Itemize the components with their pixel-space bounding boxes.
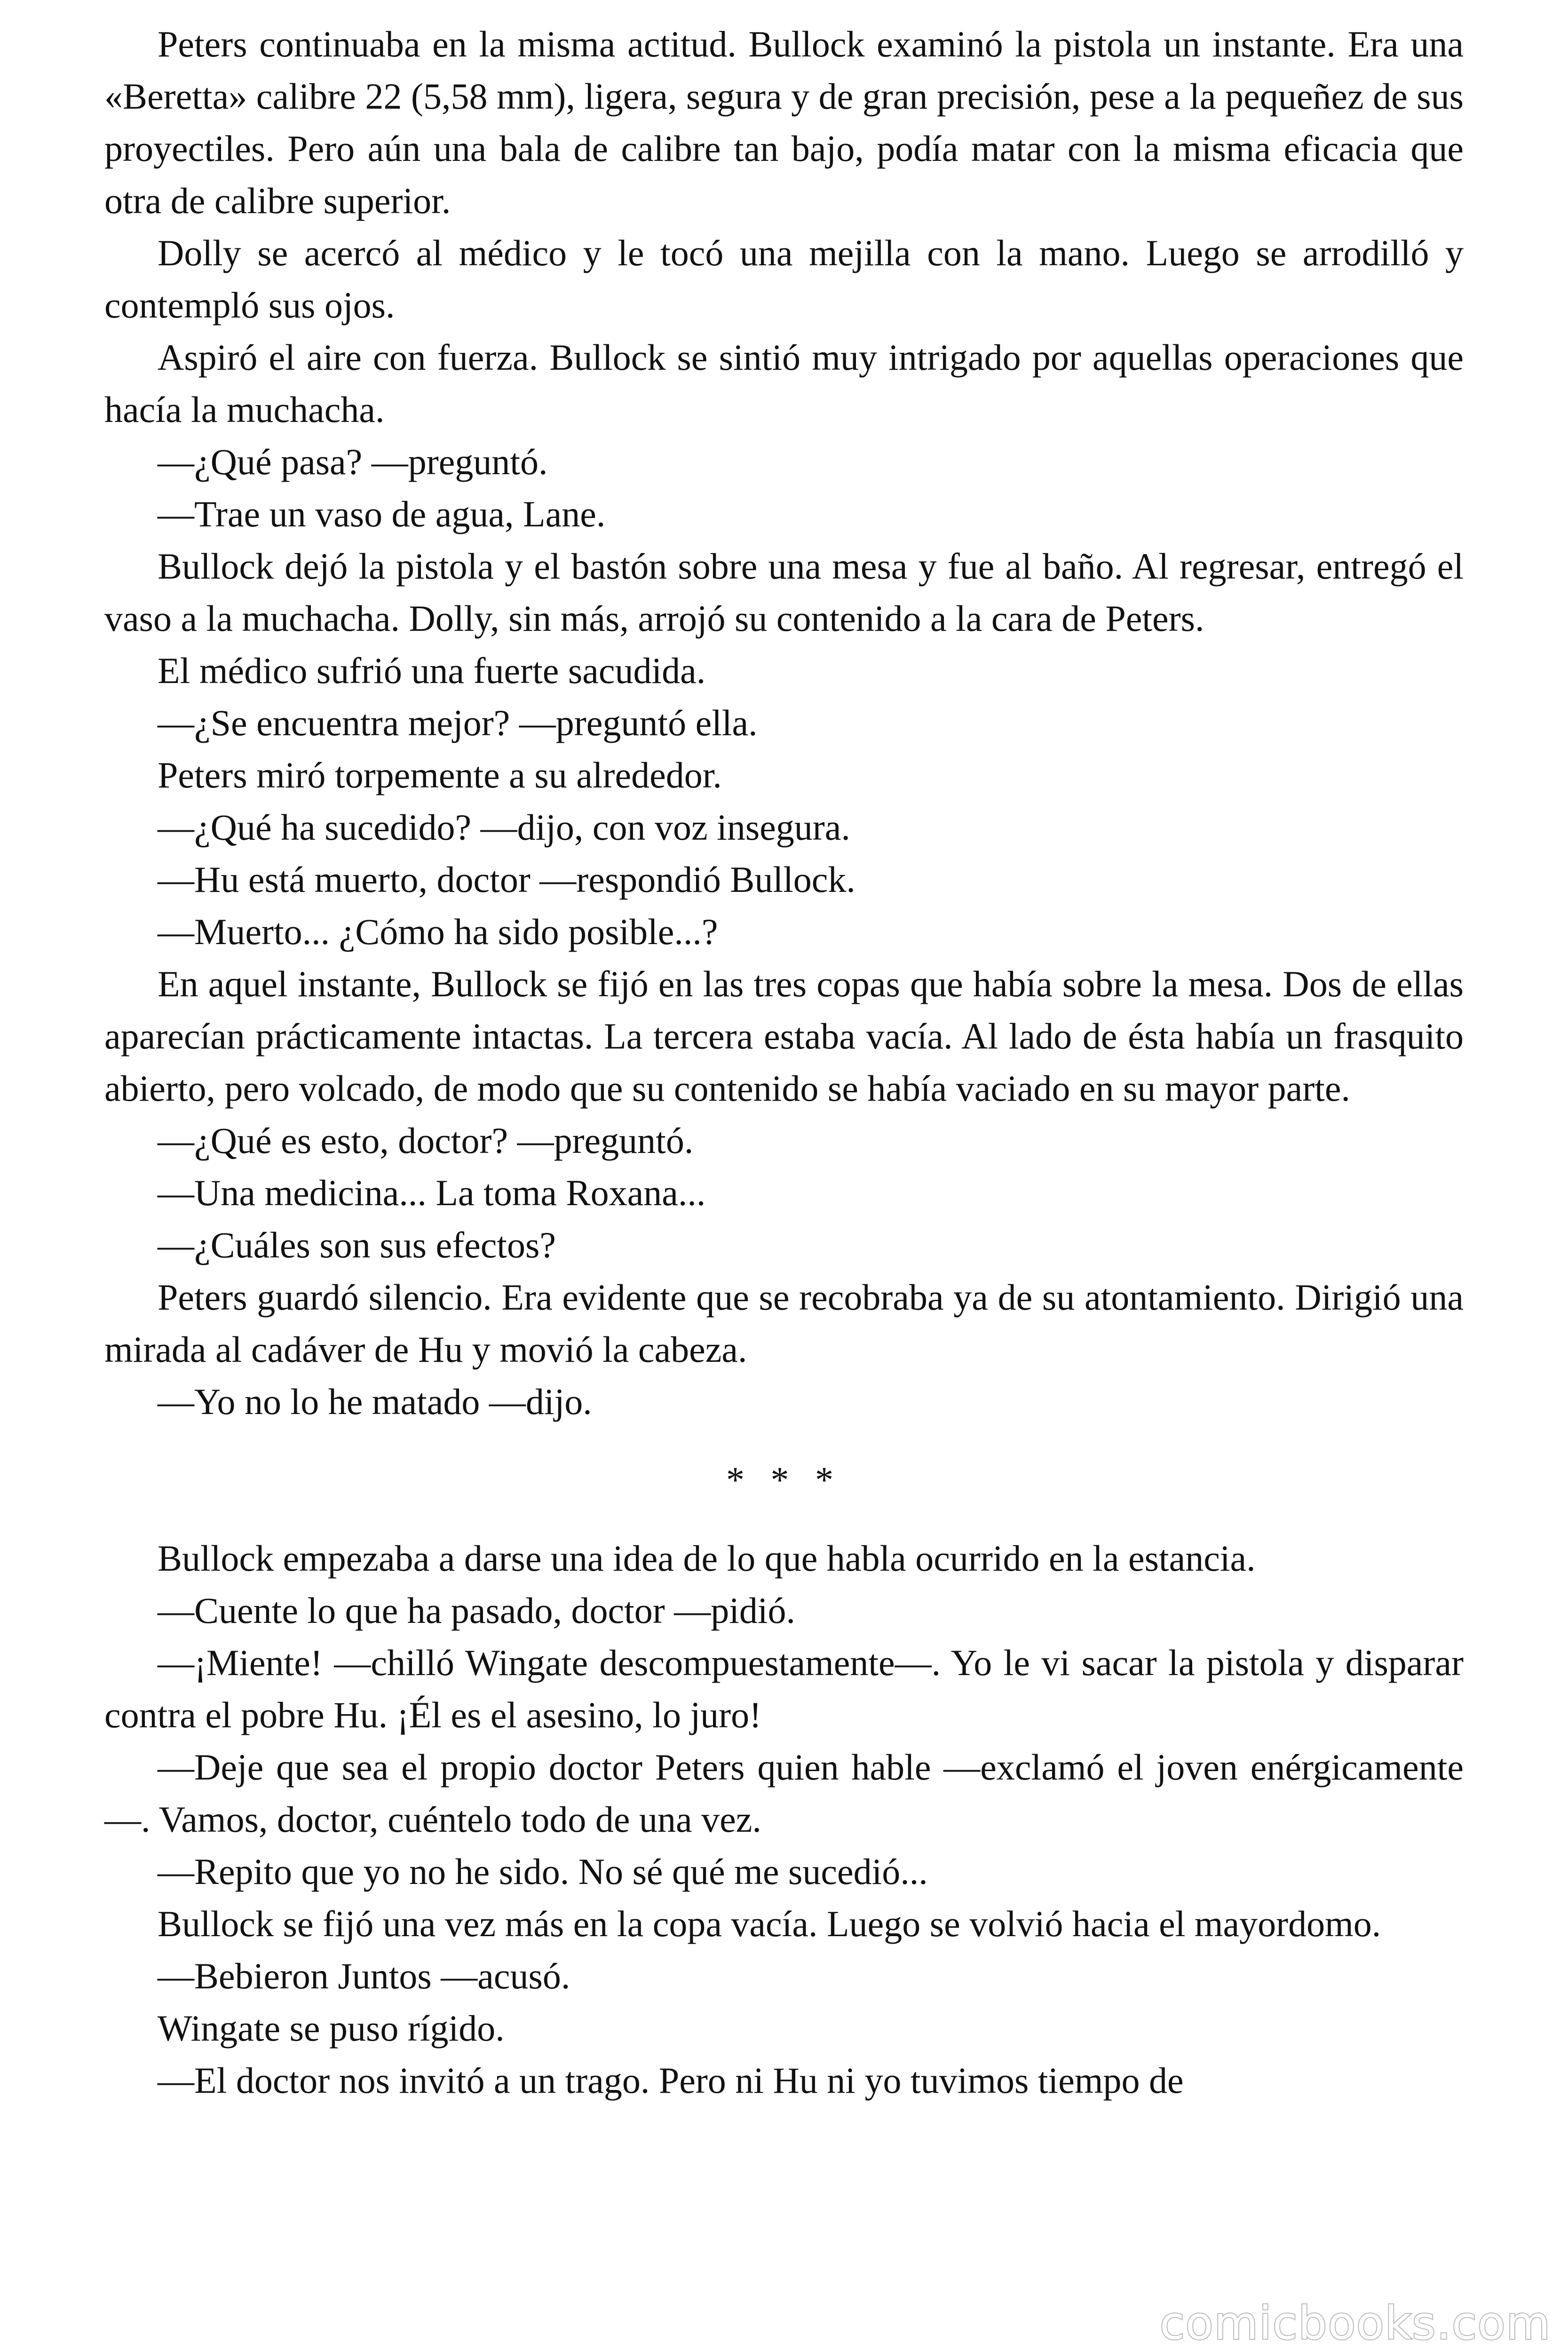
paragraph: —El doctor nos invitó a un trago. Pero ni Hu ni yo tuvimos tiempo de (158, 2060, 1184, 2101)
paragraph: Bullock empezaba a darse una idea de lo que habla ocurrido en la estancia. (158, 1538, 1256, 1579)
scene-separator: * * * (726, 1459, 842, 1500)
paragraph: —¿Qué pasa? —preguntó. (158, 441, 548, 482)
paragraph: —¿Qué ha sucedido? —dijo, con voz insegura. (158, 807, 850, 848)
paragraph: —Trae un vaso de agua, Lane. (158, 493, 606, 534)
paragraph: Bullock dejó la pistola y el bastón sobre una mesa y fue al baño. Al regresar, entregó el vaso a la muchacha. Dolly, sin más, arrojó su contenido a la cara de Peters. (104, 546, 1464, 639)
paragraph: —Repito que yo no he sido. No sé qué me sucedió... (158, 1851, 928, 1892)
paragraph: —¡Miente! —chilló Wingate descompuestamente—. Yo le vi sacar la pistola y disparar contra el pobre Hu. ¡Él es el asesino, lo juro! (104, 1642, 1464, 1735)
paragraph: —Deje que sea el propio doctor Peters quien hable —exclamó el joven enérgicamente—. Vamos, doctor, cuéntelo todo de una vez. (104, 1747, 1464, 1840)
paragraph: Aspiró el aire con fuerza. Bullock se sintió muy intrigado por aquellas operaciones que hacía la muchacha. (104, 337, 1464, 430)
paragraph: Peters continuaba en la misma actitud. Bullock examinó la pistola un instante. Era una «Beretta» calibre 22 (5,58 mm), ligera, segura y de gran precisión, pese a la pequeñez de sus proyectiles. Pero aún una bala de calibre tan bajo, podía matar con la misma eficacia que otra de calibre superior. (104, 24, 1464, 221)
paragraph: Bullock se fijó una vez más en la copa vacía. Luego se volvió hacia el mayordomo. (158, 1903, 1381, 1944)
watermark: comicbooks.com (1159, 2297, 1551, 2350)
paragraph: Dolly se acercó al médico y le tocó una mejilla con la mano. Luego se arrodilló y contempló sus ojos. (104, 232, 1464, 326)
paragraph: Peters guardó silencio. Era evidente que se recobraba ya de su atontamiento. Dirigió una mirada al cadáver de Hu y movió la cabeza. (104, 1277, 1464, 1370)
paragraph: Peters miró torpemente a su alrededor. (158, 755, 722, 795)
paragraph: El médico sufrió una fuerte sacudida. (158, 650, 706, 691)
paragraph: —Hu está muerto, doctor —respondió Bullock. (158, 859, 855, 900)
paragraph: —Muerto... ¿Cómo ha sido posible...? (158, 911, 718, 952)
body-text (104, 18, 1464, 2106)
paragraph: —Yo no lo he matado —dijo. (158, 1381, 592, 1422)
paragraph: —¿Qué es esto, doctor? —preguntó. (158, 1120, 694, 1161)
paragraph: —Una medicina... La toma Roxana... (158, 1172, 706, 1213)
paragraph: —¿Se encuentra mejor? —preguntó ella. (158, 702, 758, 743)
paragraph: —Cuente lo que ha pasado, doctor —pidió. (158, 1590, 796, 1631)
paragraph: —Bebieron Juntos —acusó. (158, 1955, 570, 1996)
paragraph: Wingate se puso rígido. (158, 2008, 505, 2049)
paragraph: En aquel instante, Bullock se fijó en las tres copas que había sobre la mesa. Dos de ellas aparecían prácticamente intactas. La tercera estaba vacía. Al lado de ésta había un frasquito abierto, pero volcado, de modo que su contenido se había vaciado en su mayor parte. (104, 963, 1464, 1109)
paragraph: —¿Cuáles son sus efectos? (158, 1224, 556, 1265)
